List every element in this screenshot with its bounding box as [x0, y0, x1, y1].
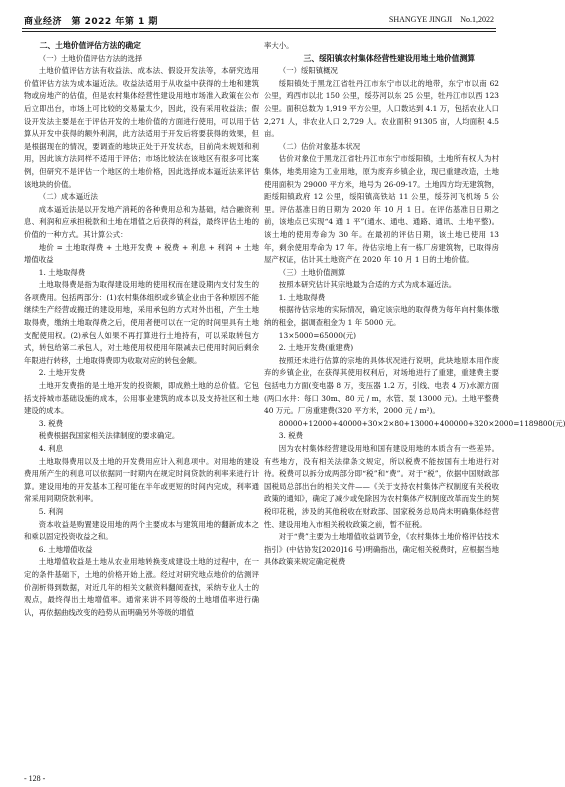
paragraph: 率大小。: [264, 41, 294, 50]
paragraph: 土地增值收益是土地从农业用地转换变成建设土地的过程中，在一定的条件基础下，土地的价格开始上涨。经过对研究地点地价的估测评价剖析得到数据，对近几年的相关文献资料翻阅查找，采纳专业人士的观点，最终得出土地增值率。通常来讲不同等级的土地增值率进行确认，再依据曲线改变的趋势从而明确另外等级的增值: [24, 557, 259, 617]
subsection-heading: （一）绥阳镇概况: [278, 66, 338, 76]
paragraph: 资本收益是购置建设用地的两个主要成本与建筑用地的翻新成本之和乘以固定投资收益之和。: [24, 519, 259, 542]
paragraph: 绥阳镇处于黑龙江省牡丹江市东宁市以北的地带，东宁市以南 62 公里，鸡西市以北 150 公里，绥芬河以东 25 公里，牡丹江市以西 123 公里。面积总数为 1,919 平方公里，人口数达到 4.1 万，包括农业人口 2,271 人，非农业人口 2,729 人。农业面积 91305 亩，人均面积 4.5 亩。: [264, 78, 499, 139]
paragraph: 土地价值评估方法有收益法、成本法、假设开发法等，本研究选用价值评估方法为成本逼近法。收益法适用于从收益中获得的土地和建筑物或房地产的估值，但是农村集体经营性建设用地市场准入政策在公布后立即出台，市场上可比较的交易量太少，因此，没有采用收益法；假设开发法主要是在于评估开发的土地价值的方面进行使用，可以用于估算从开发中获得的额外利润，此方法适用于开发后将要获得的效果，但是根据现在的情况，要调查的地块正处于开发状态，目前尚未规划和利用，因此该方法同样不适用于评估；市场比较法在该地区有很多可比案例，但研究不是评估一个地区的土地价格，因此选择成本逼近法来评估该地块的价值。: [24, 66, 259, 189]
subsection-heading: （一）土地价值评估方法的选择: [38, 53, 143, 63]
paragraph: 根据待估宗地的实际情况，确定该宗地的取得费为每年向村集体缴纳的租金，据调查租金为 1 年 5000 元。: [264, 305, 499, 328]
calculation: 80000+12000+40000+30×2×80+13000+400000+320×2000=1189800(元): [278, 418, 565, 428]
item-heading: 1. 土地取得费: [38, 267, 86, 277]
calculation: 13×5000=65000(元): [278, 330, 357, 340]
paragraph: 因为农村集体经营建设用地和国有建设用地的本质含有一些差异。有些地方，没有相关法律条文规定，所以税费不能按国有土地进行对待。税费可以拆分成两部分即“税”和“费”。对于“税”，依据中国财政部国税局总部出台的相关文件——《关于支持农村集体产权制度有关税收政策的通知》，确定了减少或免除因为农村集体产权制度改革而发生的契税印花税，涉及的其他税收在财政部、国家税务总局尚未明确集体经营性、建设用地入市相关税收政策之前，暂不征税。: [264, 444, 499, 529]
page-header: [0, 0, 518, 30]
left-column: [24, 40, 259, 619]
item-heading: 4. 利息: [38, 444, 63, 453]
paragraph: 按照本研究估计其宗地最为合适的方式为成本逼近法。: [278, 280, 457, 290]
paragraph: 土地取得费用以及土地的开发费用应计入利息项中。对用地的建设费用所产生的利息可以依据同一时期内在规定时间贷款的利率来进行计算。建设用地的开发基本工程可能在半年或更短的时间内完成，利率通常采用同期贷款利率。: [24, 456, 259, 504]
formula: 地价 = 土地取得费 + 土地开发费 + 税费 + 利息 + 利润 + 土地增值收益: [24, 242, 259, 265]
paragraph: 估价对象位于黑龙江省牡丹江市东宁市绥阳镇，土地所有权人为村集体，地类用途为工业用地，原为废弃乡镇企业，现已重建改造，土地使用面积为 29000 平方米，地号为 26-09-17。土地四方均无建筑物，距绥阳镇政府 12 公里，绥阳镇高铁站 11 公里，绥芬河飞机场 5 公里。评估基准日的日期为 2020 年 10 月 1 日。在评估基准日日期之前，该地点已实现“4 通 1 平”(通水、通电、通路、通讯、土地平整)。该土地的使用寿命为 30 年。在最初的评估日期，该土地已使用 13 年，剩余使用寿命为 17 年。待估宗地上有一栋厂房建筑物，已取得房屋产权证，估计其土地资产在 2020 年 10 月 1 日的土地价值。: [264, 154, 499, 265]
paragraph: 土地开发费指的是土地开发的投资额，即成熟土地的总价值。它包括支持城市基础设施的成本，公用事业建筑的成本以及支持社区和土地建设的成本。: [24, 381, 259, 416]
paragraph: 对于“费”主要为土地增值收益调节金，《农村集体土地价格评估技术指引》(中估协发[2020]16 号)明确指出，确定相关税费时，应根据当地具体政策来规定确定税费: [264, 532, 499, 567]
item-heading: 2. 土地开发费(重建费): [278, 343, 354, 353]
subsection-heading: （三）土地价值测算: [278, 267, 346, 277]
paragraph: 土地取得费是指为取得建设用地的使用权而在建设期内支付发生的各项费用。包括两部分：(1)农村集体组织或乡镇企业由于各种原因不能继续生产经营或搬迁的建设用地，采用承包的方式对外出租，产生土地取得费，缴纳土地取得费之后，使用者便可以在一定的时间里具有土地支配使用权。(2)承包人如果不再打算进行土地持有，可以采取转包方式，转包给第二承包人，对土地使用权使用年限减去已使用时间后剩余年限进行转移，土地取得费即为收取对应的转包金额。: [24, 280, 259, 365]
journal-name-en: SHANGYE JINGJI No.1,2022: [388, 15, 494, 24]
section-heading: 二、土地价值评估方法的确定: [39, 41, 141, 50]
item-heading: 2. 土地开发费: [38, 368, 86, 378]
item-heading: 1. 土地取得费: [278, 292, 326, 302]
page-number: - 128 -: [24, 774, 46, 783]
item-heading: 5. 利润: [38, 506, 63, 516]
header-rule-thin: [22, 31, 496, 32]
journal-name: 商业经济 第 2022 年第 1 期: [24, 17, 158, 27]
paragraph: 按照还未进行估算的宗地的具体状况进行说明，此块地原本用作废弃的乡镇企业，在获得其使用权利后，对场地进行了重建，重建费主要包括电力方面(变电器 8 万，变压器 1.2 万，引线、电表 4 万)水源方面(两口水井：每口 30m、80 元 / m，水管、泵 13000 元)。土地平整费 40 万元。厂房重建费(320 平方米，2000 元 / m²)。: [264, 355, 499, 416]
subsection-heading: （二）成本逼近法: [38, 192, 98, 202]
section-heading: 三、绥阳镇农村集体经营性建设用地土地价值测算: [303, 53, 476, 63]
header-rule: [22, 28, 496, 29]
paragraph: 税费根据我国家相关法律制度的要求确定。: [38, 431, 180, 441]
right-column: [264, 40, 565, 569]
paragraph: 成本逼近法是以开发地产消耗的各种费用总和为基础，结合融资利息、利润和应承担税款和土地在增值之后获得的利益，最终评估土地的价值的一种方式。其计算公式：: [24, 204, 259, 239]
item-heading: 3. 税费: [38, 418, 63, 428]
item-heading: 3. 税费: [278, 431, 303, 441]
subsection-heading: （二）估价对象基本状况: [278, 141, 361, 151]
item-heading: 6. 土地增值收益: [38, 544, 93, 554]
